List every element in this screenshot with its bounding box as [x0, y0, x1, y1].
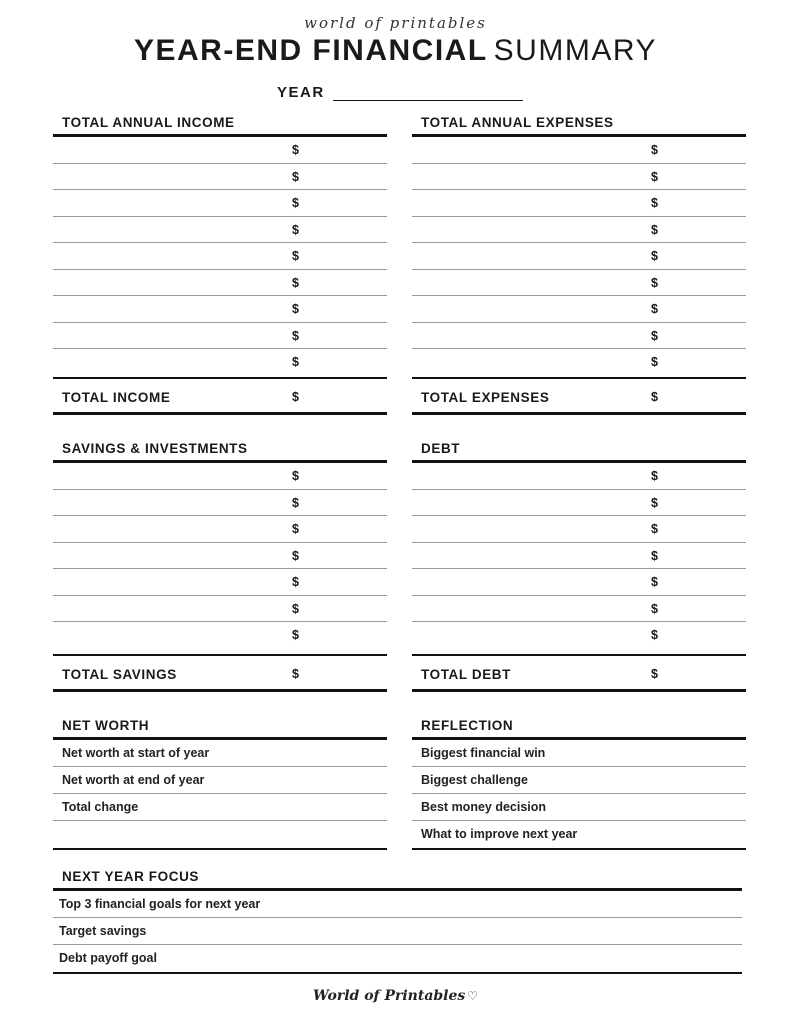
expenses-entry-row[interactable] — [412, 323, 746, 350]
expenses-entry-row[interactable] — [412, 164, 746, 191]
dollar-sign: $ — [651, 575, 658, 589]
savings-rows — [53, 460, 387, 649]
net-worth-title: NET WORTH — [62, 718, 150, 733]
expenses-entry-row[interactable] — [412, 349, 746, 376]
total-expenses-dollar[interactable]: $ — [651, 390, 658, 404]
reflection-title: REFLECTION — [421, 718, 514, 733]
dollar-sign: $ — [651, 275, 658, 290]
total-income-row — [53, 377, 387, 415]
dollar-sign: $ — [292, 222, 299, 237]
savings-title: SAVINGS & INVESTMENTS — [62, 441, 248, 456]
debt-entry-row[interactable] — [412, 622, 746, 649]
income-entry-row[interactable] — [53, 323, 387, 350]
year-input-line[interactable] — [333, 86, 523, 101]
reflection-prompts — [412, 737, 746, 850]
total-debt-row — [412, 654, 746, 692]
dollar-sign: $ — [292, 355, 299, 369]
expenses-entry-row[interactable] — [412, 243, 746, 270]
dollar-sign: $ — [651, 249, 658, 263]
dollar-sign: $ — [292, 169, 299, 184]
dollar-sign: $ — [651, 469, 658, 483]
reflection-prompt-row[interactable]: Best money decision — [412, 794, 746, 821]
dollar-sign: $ — [651, 328, 658, 343]
savings-entry-row[interactable] — [53, 490, 387, 517]
total-income-label: TOTAL INCOME — [62, 390, 171, 405]
income-entry-row[interactable] — [53, 190, 387, 217]
reflection-prompt-row[interactable]: What to improve next year — [421, 827, 578, 841]
next-year-title: NEXT YEAR FOCUS — [62, 869, 200, 884]
expenses-entry-row[interactable] — [412, 270, 746, 297]
net-worth-prompt-row[interactable] — [53, 821, 387, 848]
dollar-sign: $ — [292, 328, 299, 343]
debt-rows — [412, 460, 746, 649]
next-year-prompt-row[interactable]: Target savings — [53, 918, 742, 945]
dollar-sign: $ — [292, 601, 299, 616]
expenses-entry-row[interactable] — [412, 296, 746, 323]
dollar-sign: $ — [292, 628, 299, 642]
expenses-rows — [412, 134, 746, 376]
brand-logo-bottom — [0, 988, 791, 1004]
next-year-section — [53, 866, 742, 974]
savings-entry-row[interactable] — [53, 622, 387, 649]
next-year-prompt-row[interactable]: Top 3 financial goals for next year — [53, 891, 742, 918]
dollar-sign: $ — [651, 143, 658, 157]
title-light: SUMMARY — [493, 34, 657, 67]
debt-entry-row[interactable] — [412, 596, 746, 623]
dollar-sign: $ — [292, 302, 299, 316]
heart-icon: ♡ — [467, 989, 479, 1003]
expenses-title: TOTAL ANNUAL EXPENSES — [421, 115, 614, 130]
expenses-section — [412, 112, 746, 376]
net-worth-section — [53, 715, 387, 850]
debt-entry-row[interactable] — [412, 516, 746, 543]
dollar-sign: $ — [292, 275, 299, 290]
income-entry-row[interactable] — [53, 296, 387, 323]
dollar-sign: $ — [292, 469, 299, 483]
total-savings-row — [53, 654, 387, 692]
reflection-prompt-row[interactable]: Biggest financial win — [412, 740, 746, 767]
dollar-sign: $ — [651, 169, 658, 184]
income-section — [53, 112, 387, 376]
dollar-sign: $ — [292, 249, 299, 263]
total-debt-label: TOTAL DEBT — [421, 667, 511, 682]
dollar-sign: $ — [651, 302, 658, 316]
dollar-sign: $ — [651, 196, 658, 210]
year-label: YEAR — [277, 84, 325, 101]
total-savings-dollar[interactable]: $ — [292, 667, 299, 681]
dollar-sign: $ — [651, 222, 658, 237]
brand-logo-top: world of printables — [304, 14, 487, 32]
total-income-dollar[interactable]: $ — [292, 390, 299, 404]
net-worth-prompt-row[interactable]: Total change — [53, 794, 387, 821]
savings-entry-row[interactable] — [53, 543, 387, 570]
income-rows — [53, 134, 387, 376]
debt-title: DEBT — [421, 441, 461, 456]
dollar-sign: $ — [651, 495, 658, 510]
expenses-entry-row[interactable] — [412, 137, 746, 164]
income-entry-row[interactable] — [53, 243, 387, 270]
debt-entry-row[interactable] — [412, 543, 746, 570]
debt-section — [412, 438, 746, 649]
income-entry-row[interactable] — [53, 164, 387, 191]
total-savings-label: TOTAL SAVINGS — [62, 667, 177, 682]
total-expenses-label: TOTAL EXPENSES — [421, 390, 550, 405]
savings-section — [53, 438, 387, 649]
income-title: TOTAL ANNUAL INCOME — [62, 115, 235, 130]
income-entry-row[interactable] — [53, 349, 387, 376]
savings-entry-row[interactable] — [53, 596, 387, 623]
expenses-entry-row[interactable] — [412, 217, 746, 244]
debt-entry-row[interactable] — [412, 490, 746, 517]
footer-brand: World of Printables — [312, 988, 466, 1004]
reflection-prompt-row[interactable]: Biggest challenge — [412, 767, 746, 794]
income-entry-row[interactable] — [53, 137, 387, 164]
dollar-sign: $ — [292, 522, 299, 536]
dollar-sign: $ — [651, 628, 658, 642]
year-field — [277, 84, 523, 101]
dollar-sign: $ — [292, 143, 299, 157]
total-debt-dollar[interactable]: $ — [651, 667, 658, 681]
dollar-sign: $ — [651, 355, 658, 369]
net-worth-prompts — [53, 737, 387, 850]
income-entry-row[interactable] — [53, 270, 387, 297]
debt-entry-row[interactable] — [412, 463, 746, 490]
total-expenses-row — [412, 377, 746, 415]
savings-entry-row[interactable] — [53, 463, 387, 490]
dollar-sign: $ — [292, 196, 299, 210]
dollar-sign: $ — [651, 522, 658, 536]
income-entry-row[interactable] — [53, 217, 387, 244]
dollar-sign: $ — [651, 548, 658, 563]
savings-entry-row[interactable] — [53, 569, 387, 596]
dollar-sign: $ — [292, 548, 299, 563]
dollar-sign: $ — [292, 495, 299, 510]
next-year-prompt-row[interactable]: Debt payoff goal — [59, 951, 157, 965]
page-title — [0, 34, 791, 68]
reflection-section — [412, 715, 746, 850]
net-worth-prompt-row[interactable]: Net worth at start of year — [53, 740, 387, 767]
expenses-entry-row[interactable] — [412, 190, 746, 217]
debt-entry-row[interactable] — [412, 569, 746, 596]
dollar-sign: $ — [292, 575, 299, 589]
title-bold: YEAR-END FINANCIAL — [134, 34, 488, 67]
savings-entry-row[interactable] — [53, 516, 387, 543]
net-worth-prompt-row[interactable]: Net worth at end of year — [53, 767, 387, 794]
dollar-sign: $ — [651, 601, 658, 616]
next-year-prompts — [53, 888, 742, 974]
